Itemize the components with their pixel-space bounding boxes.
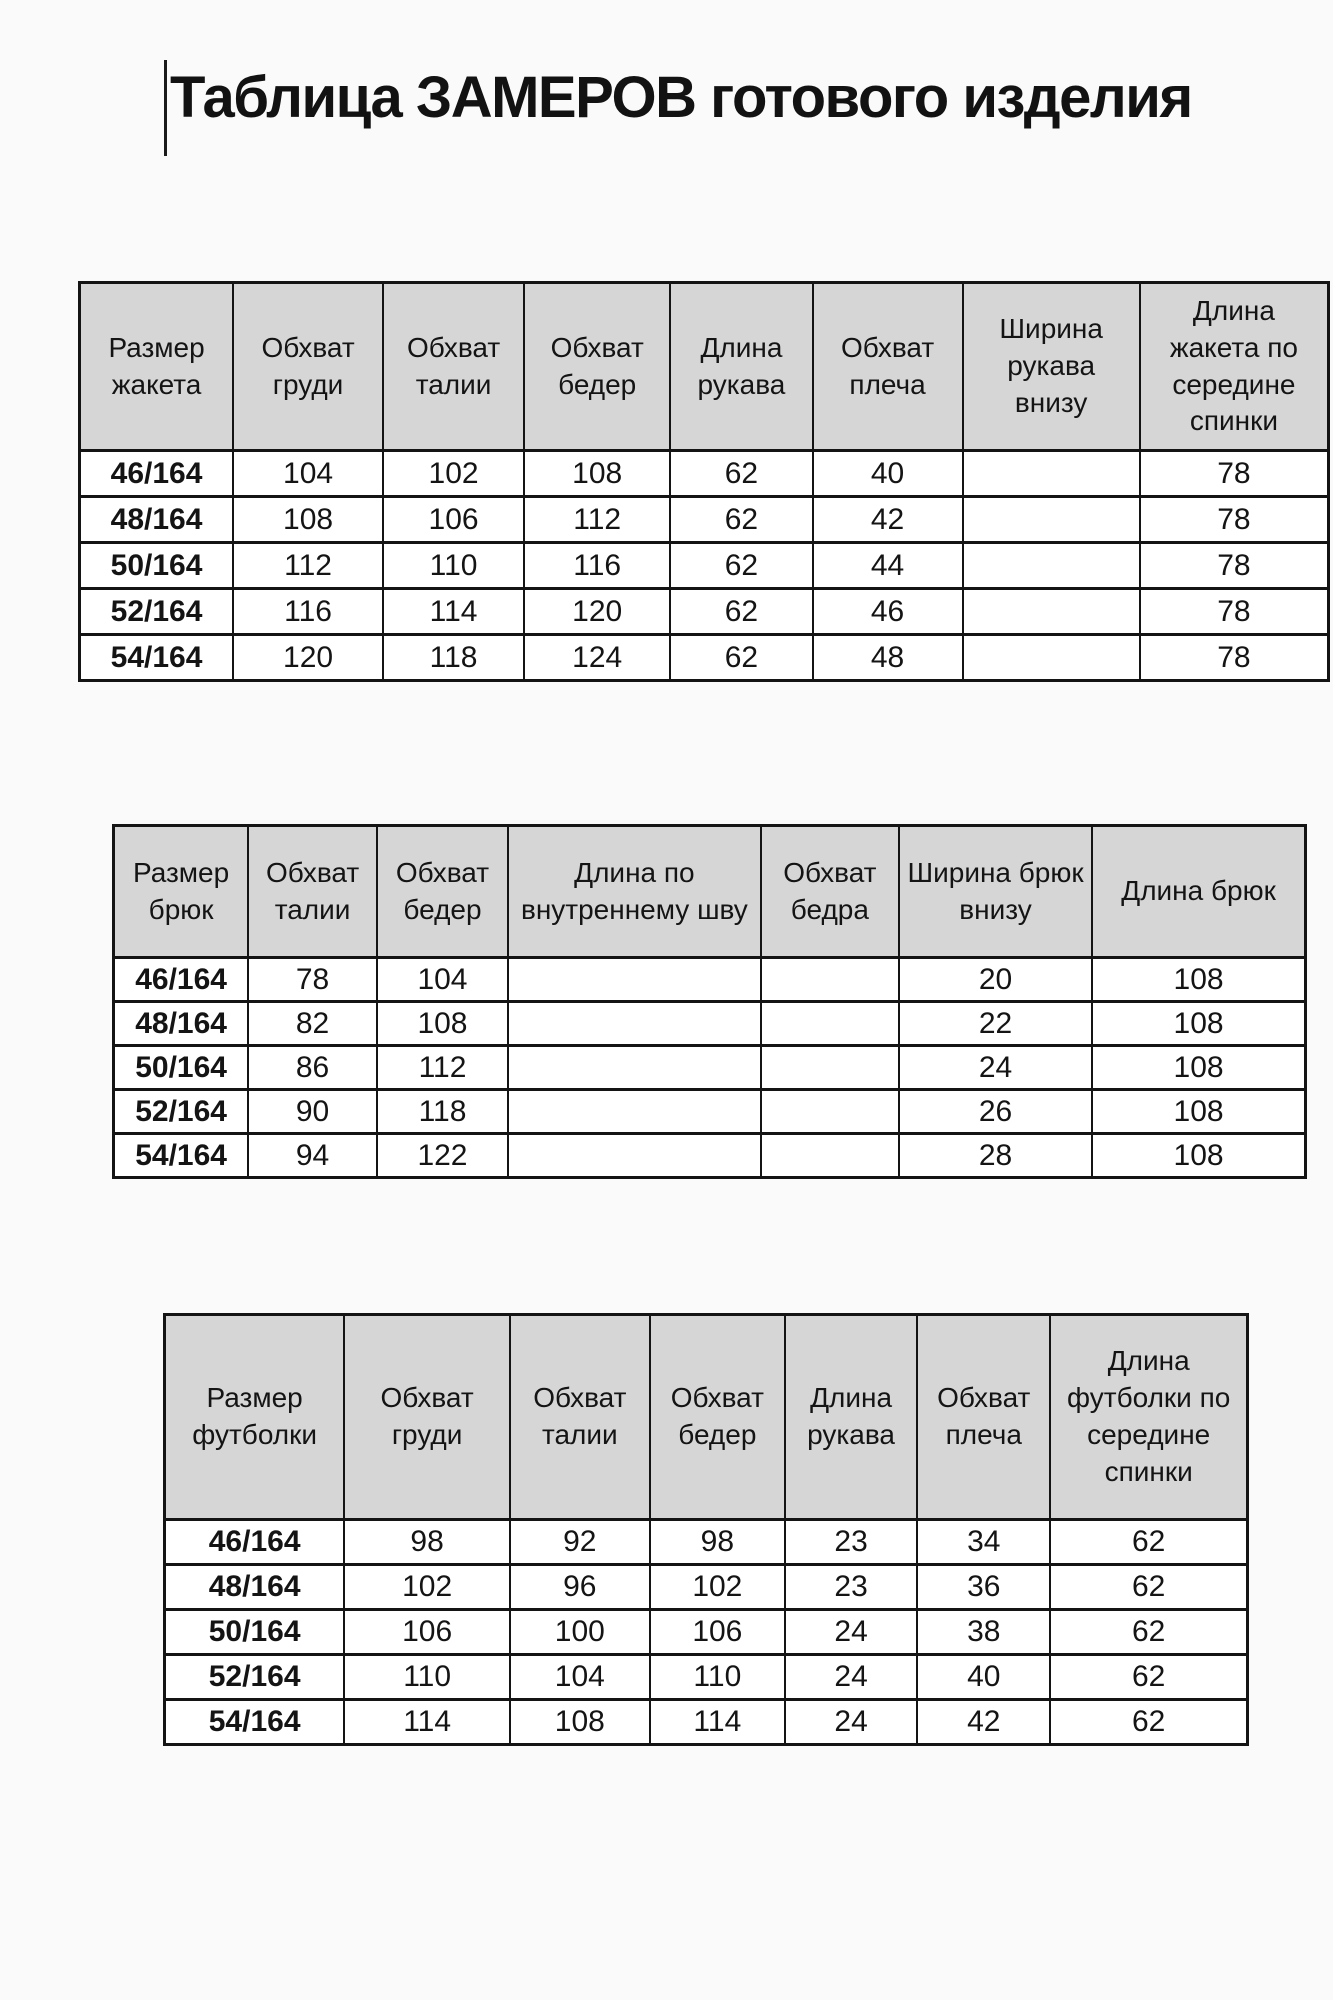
- value-cell: 118: [377, 1090, 508, 1134]
- value-cell: [963, 589, 1140, 635]
- table-row: [80, 589, 1329, 635]
- size-cell: 46/164: [165, 1520, 345, 1565]
- value-cell: 108: [377, 1002, 508, 1046]
- table-row: [165, 1700, 1248, 1745]
- value-cell: 108: [524, 451, 670, 497]
- size-cell: 46/164: [114, 958, 249, 1002]
- value-cell: 46: [813, 589, 963, 635]
- column-header: Длина по внутреннему шву: [508, 826, 761, 958]
- value-cell: 108: [1092, 1134, 1305, 1178]
- header-row: [80, 283, 1329, 451]
- value-cell: 108: [1092, 1046, 1305, 1090]
- value-cell: [761, 958, 899, 1002]
- value-cell: 106: [344, 1610, 510, 1655]
- value-cell: 42: [917, 1700, 1050, 1745]
- value-cell: 22: [899, 1002, 1092, 1046]
- value-cell: 116: [233, 589, 383, 635]
- table-row: [165, 1655, 1248, 1700]
- column-header: Обхват бедер: [377, 826, 508, 958]
- size-cell: 50/164: [114, 1046, 249, 1090]
- value-cell: 78: [1140, 589, 1329, 635]
- value-cell: 78: [1140, 497, 1329, 543]
- tshirt-measurements-table: [163, 1313, 1249, 1746]
- value-cell: [761, 1002, 899, 1046]
- value-cell: 120: [524, 589, 670, 635]
- column-header: Обхват груди: [344, 1315, 510, 1520]
- table-row: [80, 497, 1329, 543]
- value-cell: 108: [233, 497, 383, 543]
- value-cell: 104: [377, 958, 508, 1002]
- value-cell: [963, 497, 1140, 543]
- size-cell: 52/164: [80, 589, 234, 635]
- value-cell: 114: [650, 1700, 785, 1745]
- size-cell: 54/164: [165, 1700, 345, 1745]
- value-cell: 28: [899, 1134, 1092, 1178]
- size-cell: 48/164: [114, 1002, 249, 1046]
- value-cell: [508, 958, 761, 1002]
- value-cell: 78: [1140, 543, 1329, 589]
- value-cell: [508, 1046, 761, 1090]
- value-cell: [963, 543, 1140, 589]
- value-cell: 78: [248, 958, 377, 1002]
- column-header: Длина рукава: [670, 283, 812, 451]
- trousers-measurements-table: [112, 824, 1307, 1179]
- value-cell: 124: [524, 635, 670, 681]
- column-header: Обхват бедер: [650, 1315, 785, 1520]
- value-cell: 106: [383, 497, 524, 543]
- value-cell: 114: [344, 1700, 510, 1745]
- value-cell: 23: [785, 1565, 917, 1610]
- value-cell: 102: [344, 1565, 510, 1610]
- size-cell: 48/164: [165, 1565, 345, 1610]
- value-cell: 118: [383, 635, 524, 681]
- value-cell: 78: [1140, 451, 1329, 497]
- header-row: [165, 1315, 1248, 1520]
- value-cell: 108: [510, 1700, 650, 1745]
- value-cell: 24: [785, 1655, 917, 1700]
- table-row: [80, 635, 1329, 681]
- value-cell: [508, 1002, 761, 1046]
- table-row: [80, 543, 1329, 589]
- value-cell: [508, 1134, 761, 1178]
- value-cell: 90: [248, 1090, 377, 1134]
- value-cell: 102: [383, 451, 524, 497]
- size-cell: 52/164: [165, 1655, 345, 1700]
- value-cell: 23: [785, 1520, 917, 1565]
- value-cell: 98: [650, 1520, 785, 1565]
- value-cell: 78: [1140, 635, 1329, 681]
- value-cell: 112: [233, 543, 383, 589]
- value-cell: 44: [813, 543, 963, 589]
- table-row: [165, 1610, 1248, 1655]
- column-header: Длина футболки по середине спинки: [1050, 1315, 1247, 1520]
- value-cell: [761, 1134, 899, 1178]
- column-header: Размер футболки: [165, 1315, 345, 1520]
- value-cell: 38: [917, 1610, 1050, 1655]
- column-header: Обхват плеча: [917, 1315, 1050, 1520]
- value-cell: 110: [383, 543, 524, 589]
- value-cell: 62: [670, 451, 812, 497]
- value-cell: 82: [248, 1002, 377, 1046]
- value-cell: 62: [670, 635, 812, 681]
- value-cell: 62: [1050, 1700, 1247, 1745]
- column-header: Размер брюк: [114, 826, 249, 958]
- column-header: Обхват талии: [248, 826, 377, 958]
- table-row: [165, 1520, 1248, 1565]
- size-cell: 50/164: [80, 543, 234, 589]
- column-header: Ширина рукава внизу: [963, 283, 1140, 451]
- value-cell: 36: [917, 1565, 1050, 1610]
- value-cell: 122: [377, 1134, 508, 1178]
- table-row: [114, 1090, 1306, 1134]
- jacket-measurements-table: [78, 281, 1330, 682]
- value-cell: 24: [899, 1046, 1092, 1090]
- value-cell: 62: [670, 589, 812, 635]
- value-cell: 98: [344, 1520, 510, 1565]
- value-cell: 108: [1092, 958, 1305, 1002]
- value-cell: 112: [377, 1046, 508, 1090]
- value-cell: 104: [233, 451, 383, 497]
- column-header: Обхват бедра: [761, 826, 899, 958]
- value-cell: 108: [1092, 1090, 1305, 1134]
- column-header: Длина жакета по середине спинки: [1140, 283, 1329, 451]
- column-header: Обхват груди: [233, 283, 383, 451]
- size-cell: 52/164: [114, 1090, 249, 1134]
- value-cell: 108: [1092, 1002, 1305, 1046]
- value-cell: [761, 1090, 899, 1134]
- value-cell: [963, 635, 1140, 681]
- value-cell: 62: [670, 543, 812, 589]
- column-header: Обхват плеча: [813, 283, 963, 451]
- table-row: [114, 1046, 1306, 1090]
- size-cell: 48/164: [80, 497, 234, 543]
- value-cell: 102: [650, 1565, 785, 1610]
- value-cell: 96: [510, 1565, 650, 1610]
- text-caret: [164, 60, 167, 156]
- value-cell: 92: [510, 1520, 650, 1565]
- page-title: Таблица ЗАМЕРОВ готового изделия: [170, 65, 1192, 130]
- value-cell: 62: [1050, 1655, 1247, 1700]
- value-cell: 34: [917, 1520, 1050, 1565]
- value-cell: 100: [510, 1610, 650, 1655]
- column-header: Длина рукава: [785, 1315, 917, 1520]
- value-cell: [508, 1090, 761, 1134]
- value-cell: [761, 1046, 899, 1090]
- value-cell: 116: [524, 543, 670, 589]
- value-cell: 110: [344, 1655, 510, 1700]
- column-header: Обхват талии: [510, 1315, 650, 1520]
- value-cell: 86: [248, 1046, 377, 1090]
- value-cell: 114: [383, 589, 524, 635]
- value-cell: 94: [248, 1134, 377, 1178]
- value-cell: 62: [1050, 1520, 1247, 1565]
- column-header: Обхват бедер: [524, 283, 670, 451]
- column-header: Ширина брюк внизу: [899, 826, 1092, 958]
- size-cell: 46/164: [80, 451, 234, 497]
- value-cell: 24: [785, 1610, 917, 1655]
- value-cell: 104: [510, 1655, 650, 1700]
- value-cell: 48: [813, 635, 963, 681]
- value-cell: 62: [670, 497, 812, 543]
- value-cell: 106: [650, 1610, 785, 1655]
- value-cell: 20: [899, 958, 1092, 1002]
- header-row: [114, 826, 1306, 958]
- table-row: [114, 958, 1306, 1002]
- size-cell: 50/164: [165, 1610, 345, 1655]
- value-cell: 112: [524, 497, 670, 543]
- table-row: [80, 451, 1329, 497]
- value-cell: 40: [813, 451, 963, 497]
- value-cell: 40: [917, 1655, 1050, 1700]
- column-header: Обхват талии: [383, 283, 524, 451]
- column-header: Размер жакета: [80, 283, 234, 451]
- value-cell: 120: [233, 635, 383, 681]
- value-cell: 110: [650, 1655, 785, 1700]
- table-row: [114, 1002, 1306, 1046]
- value-cell: 42: [813, 497, 963, 543]
- table-row: [165, 1565, 1248, 1610]
- size-cell: 54/164: [114, 1134, 249, 1178]
- value-cell: 26: [899, 1090, 1092, 1134]
- value-cell: 24: [785, 1700, 917, 1745]
- value-cell: 62: [1050, 1565, 1247, 1610]
- table-row: [114, 1134, 1306, 1178]
- value-cell: [963, 451, 1140, 497]
- column-header: Длина брюк: [1092, 826, 1305, 958]
- value-cell: 62: [1050, 1610, 1247, 1655]
- size-cell: 54/164: [80, 635, 234, 681]
